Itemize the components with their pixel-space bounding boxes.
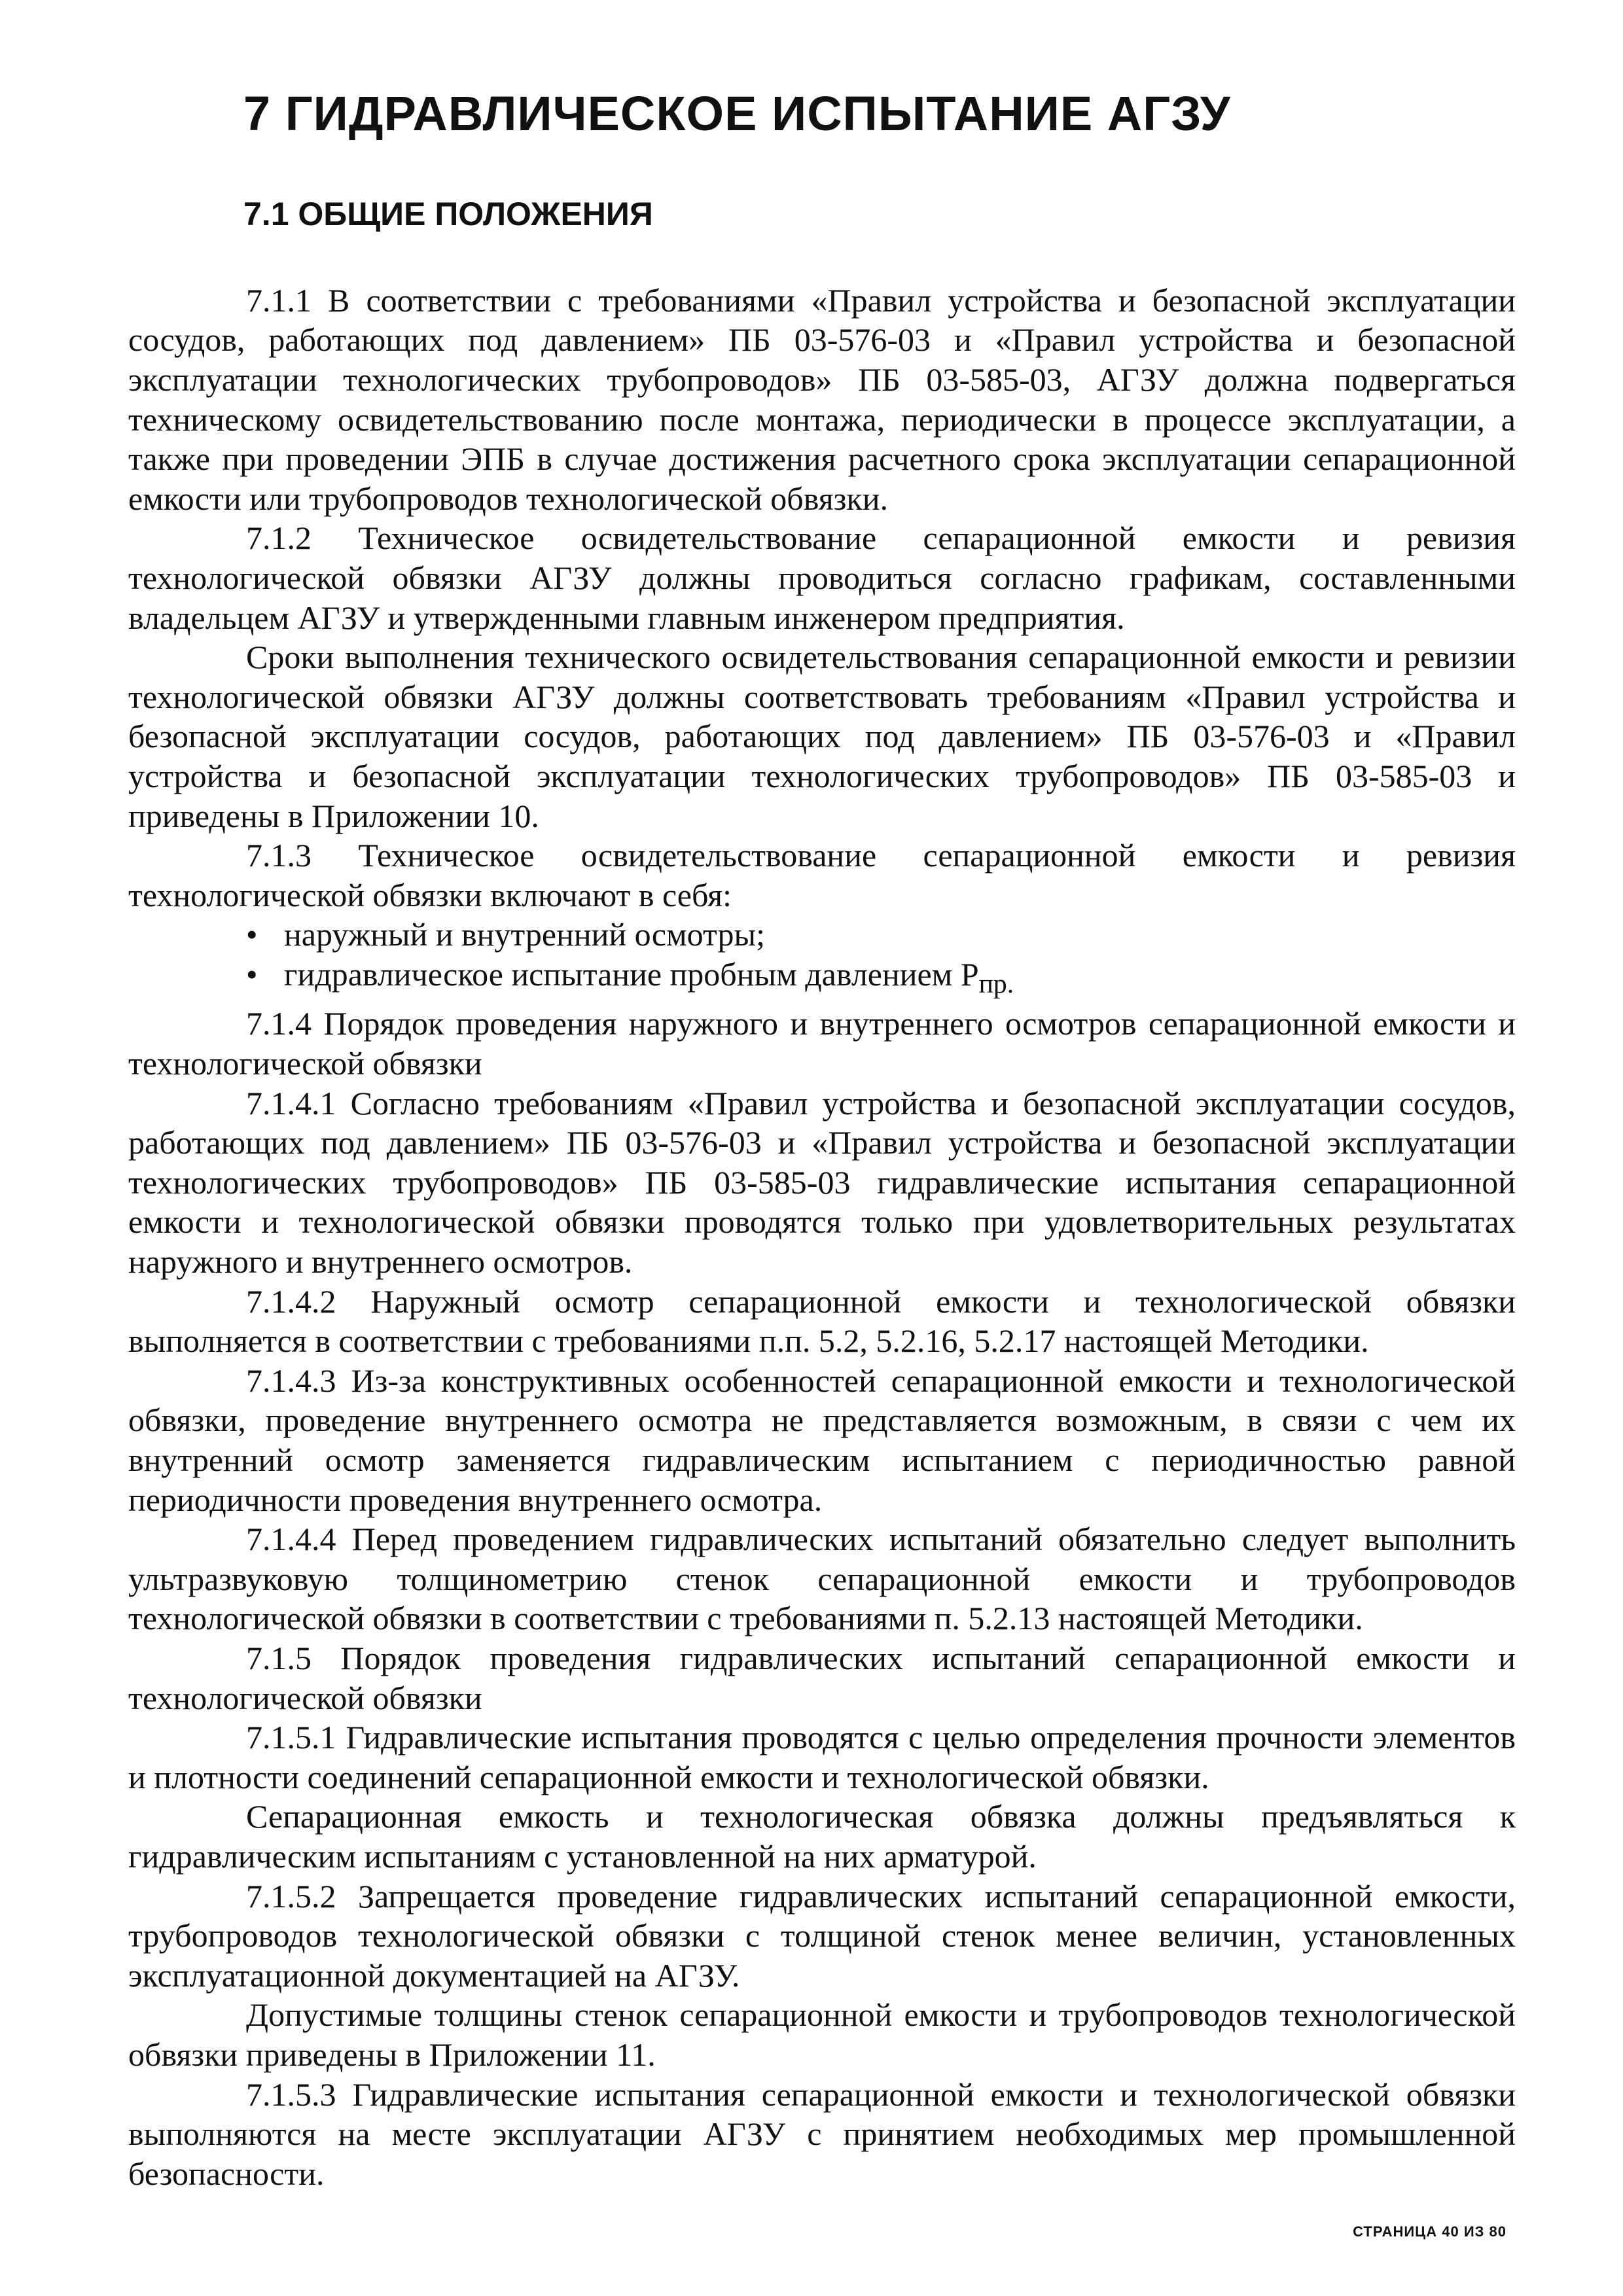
paragraph-wall-thickness: Допустимые толщины стенок сепарационной емкости и трубопроводов технологической обвязки приведены в Приложении 11.: [128, 1996, 1516, 2073]
paragraph-7-1-4: 7.1.4 Порядок проведения наружного и внутреннего осмотров сепарационной емкости и технологической обвязки: [128, 1005, 1516, 1082]
paragraph-7-1-1: 7.1.1 В соответствии с требованиями «Правил устройства и безопасной эксплуатации сосудов, работающих под давлением» ПБ 03-576-03 и «Правил устройства и безопасной эксплуатации технологических трубопроводов» ПБ 03-585-03, АГЗУ должна подвергаться техническому освидетельствованию после монтажа, периодически в процессе эксплуатации, а также при проведении ЭПБ в случае достижения расчетного срока эксплуатации сепарационной емкости или трубопроводов технологической обвязки.: [128, 281, 1516, 517]
paragraph-7-1-4-3: 7.1.4.3 Из-за конструктивных особенностей сепарационной емкости и технологической обвязки, проведение внутреннего осмотра не представляется возможным, в связи с чем их внутренний осмотр заменяется гидравлическим испытанием с периодичностью равной периодичности проведения внутреннего осмотра.: [128, 1362, 1516, 1518]
document-page: [128, 85, 1516, 2193]
paragraph-7-1-5: 7.1.5 Порядок проведения гидравлических испытаний сепарационной емкости и технологической обвязки: [128, 1639, 1516, 1716]
inspection-list: [128, 915, 1516, 1004]
paragraph-7-1-5-2: 7.1.5.2 Запрещается проведение гидравлических испытаний сепарационной емкости, трубопроводов технологической обвязки с толщиной стенок менее величин, установленных эксплуатационной документацией на АГЗУ.: [128, 1877, 1516, 1994]
list-item: [128, 915, 1516, 955]
paragraph-7-1-4-4: 7.1.4.4 Перед проведением гидравлических испытаний обязательно следует выполнить ультразвуковую толщинометрию стенок сепарационной емкости и трубопроводов технологической обвязки в соответствии с требованиями п. 5.2.13 настоящей Методики.: [128, 1521, 1516, 1637]
list-item-text: наружный и внутренний осмотры;: [284, 916, 765, 953]
paragraph-7-1-4-1: 7.1.4.1 Согласно требованиям «Правил устройства и безопасной эксплуатации сосудов, работающих под давлением» ПБ 03-576-03 и «Правил устройства и безопасной эксплуатации технологических трубопроводов» ПБ 03-585-03 гидравлические испытания сепарационной емкости и технологической обвязки проводятся только при удовлетворительных результатах наружного и внутреннего осмотров.: [128, 1084, 1516, 1280]
document-body: [128, 281, 1516, 2194]
bullet-icon: •: [246, 955, 258, 993]
bullet-icon: •: [246, 916, 258, 953]
list-item-text: гидравлическое испытание пробным давлением P: [284, 955, 979, 993]
paragraph-7-1-5-3: 7.1.5.3 Гидравлические испытания сепарационной емкости и технологической обвязки выполняются на месте эксплуатации АГЗУ с принятием необходимых мер промышленной безопасности.: [128, 2075, 1516, 2192]
paragraph-7-1-5-1: 7.1.5.1 Гидравлические испытания проводятся с целью определения прочности элементов и плотности соединений сепарационной емкости и технологической обвязки.: [128, 1719, 1516, 1795]
subsection-heading: 7.1 ОБЩИЕ ПОЛОЖЕНИЯ: [243, 195, 653, 232]
list-item: [128, 955, 1516, 1004]
pressure-subscript: пр.: [978, 968, 1014, 999]
section-heading: 7 ГИДРАВЛИЧЕСКОЕ ИСПЫТАНИЕ АГЗУ: [243, 86, 1231, 141]
page-number: СТРАНИЦА 40 ИЗ 80: [1353, 2223, 1507, 2240]
paragraph-terms: Сроки выполнения технического освидетельствования сепарационной емкости и ревизии технологической обвязки АГЗУ должны соответствовать требованиям «Правил устройства и безопасной эксплуатации сосудов, работающих под давлением» ПБ 03-576-03 и «Правил устройства и безопасной эксплуатации технологических трубопроводов» ПБ 03-585-03 и приведены в Приложении 10.: [128, 639, 1516, 834]
paragraph-7-1-2: 7.1.2 Техническое освидетельствование сепарационной емкости и ревизия технологической обвязки АГЗУ должны проводиться согласно графикам, составленными владельцем АГЗУ и утвержденными главным инженером предприятия.: [128, 520, 1516, 636]
paragraph-7-1-4-2: 7.1.4.2 Наружный осмотр сепарационной емкости и технологической обвязки выполняется в соответствии с требованиями п.п. 5.2, 5.2.16, 5.2.17 настоящей Методики.: [128, 1282, 1516, 1360]
paragraph-fittings: Сепарационная емкость и технологическая обвязка должны предъявляться к гидравлическим испытаниям с установленной на них арматурой.: [128, 1798, 1516, 1875]
paragraph-7-1-3: 7.1.3 Техническое освидетельствование сепарационной емкости и ревизия технологической обвязки включают в себя:: [128, 837, 1516, 913]
